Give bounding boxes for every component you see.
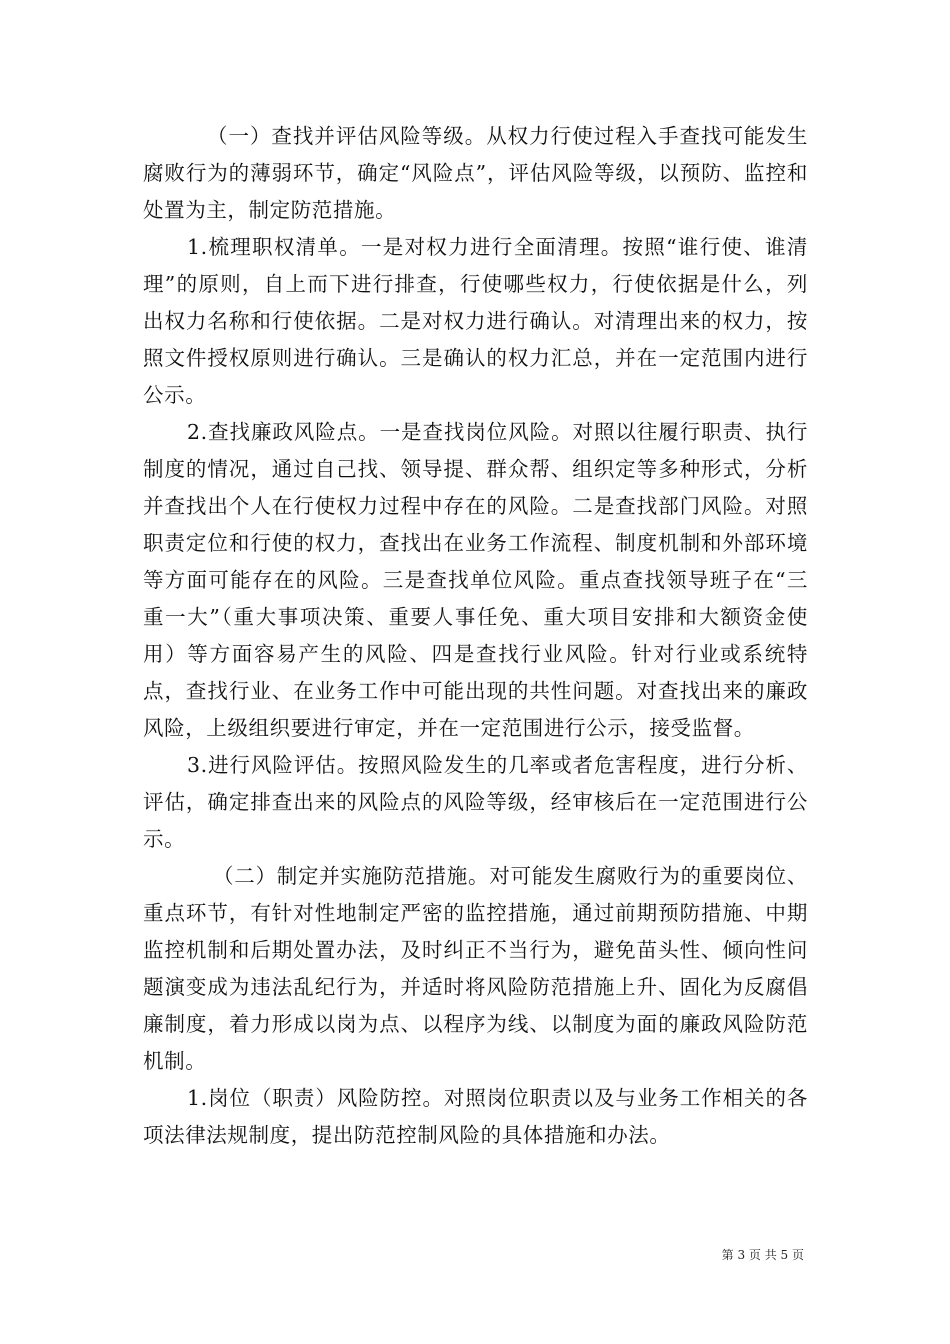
paragraph-item-2-1: 1.岗位（职责）风险防控。对照岗位职责以及与业务工作相关的各项法律法规制度，提出防范控制风险的具体措施和办法。 bbox=[143, 1086, 808, 1147]
page-number-footer: 第 3 页 共 5 页 bbox=[721, 1248, 804, 1262]
paragraph-item-1-3: 3.进行风险评估。按照风险发生的几率或者危害程度，进行分析、评估，确定排查出来的风险点的风险等级，经审核后在一定范围进行公示。 bbox=[143, 753, 808, 851]
paragraph-section-2-heading: （二）制定并实施防范措施。对可能发生腐败行为的重要岗位、重点环节，有针对性地制定严密的监控措施，通过前期预防措施、中期监控机制和后期处置办法，及时纠正不当行为，避免苗头性、倾向性问题演变成为违法乱纪行为，并适时将风险防范措施上升、固化为反腐倡廉制度，着力形成以岗为点、以程序为线、以制度为面的廉政风险防范机制。 bbox=[143, 864, 808, 1073]
paragraph-item-1-1: 1.梳理职权清单。一是对权力进行全面清理。按照“谁行使、谁清理”的原则，自上而下进行排查，行使哪些权力，行使依据是什么，列出权力名称和行使依据。二是对权力进行确认。对清理出来的权力，按照文件授权原则进行确认。三是确认的权力汇总，并在一定范围内进行公示。 bbox=[143, 235, 808, 407]
paragraph-item-1-2: 2.查找廉政风险点。一是查找岗位风险。对照以往履行职责、执行制度的情况，通过自己找、领导提、群众帮、组织定等多种形式，分析并查找出个人在行使权力过程中存在的风险。二是查找部门风险。对照职责定位和行使的权力，查找出在业务工作流程、制度机制和外部环境等方面可能存在的风险。三是查找单位风险。重点查找领导班子在“三重一大”（重大事项决策、重要人事任免、重大项目安排和大额资金使用）等方面容易产生的风险、四是查找行业风险。针对行业或系统特点，查找行业、在业务工作中可能出现的共性问题。对查找出来的廉政风险，上级组织要进行审定，并在一定范围进行公示，接受监督。 bbox=[143, 420, 808, 740]
paragraph-section-1-heading: （一）查找并评估风险等级。从权力行使过程入手查找可能发生腐败行为的薄弱环节，确定“风险点”，评估风险等级，以预防、监控和处置为主，制定防范措施。 bbox=[143, 124, 808, 222]
document-body bbox=[143, 118, 808, 1154]
